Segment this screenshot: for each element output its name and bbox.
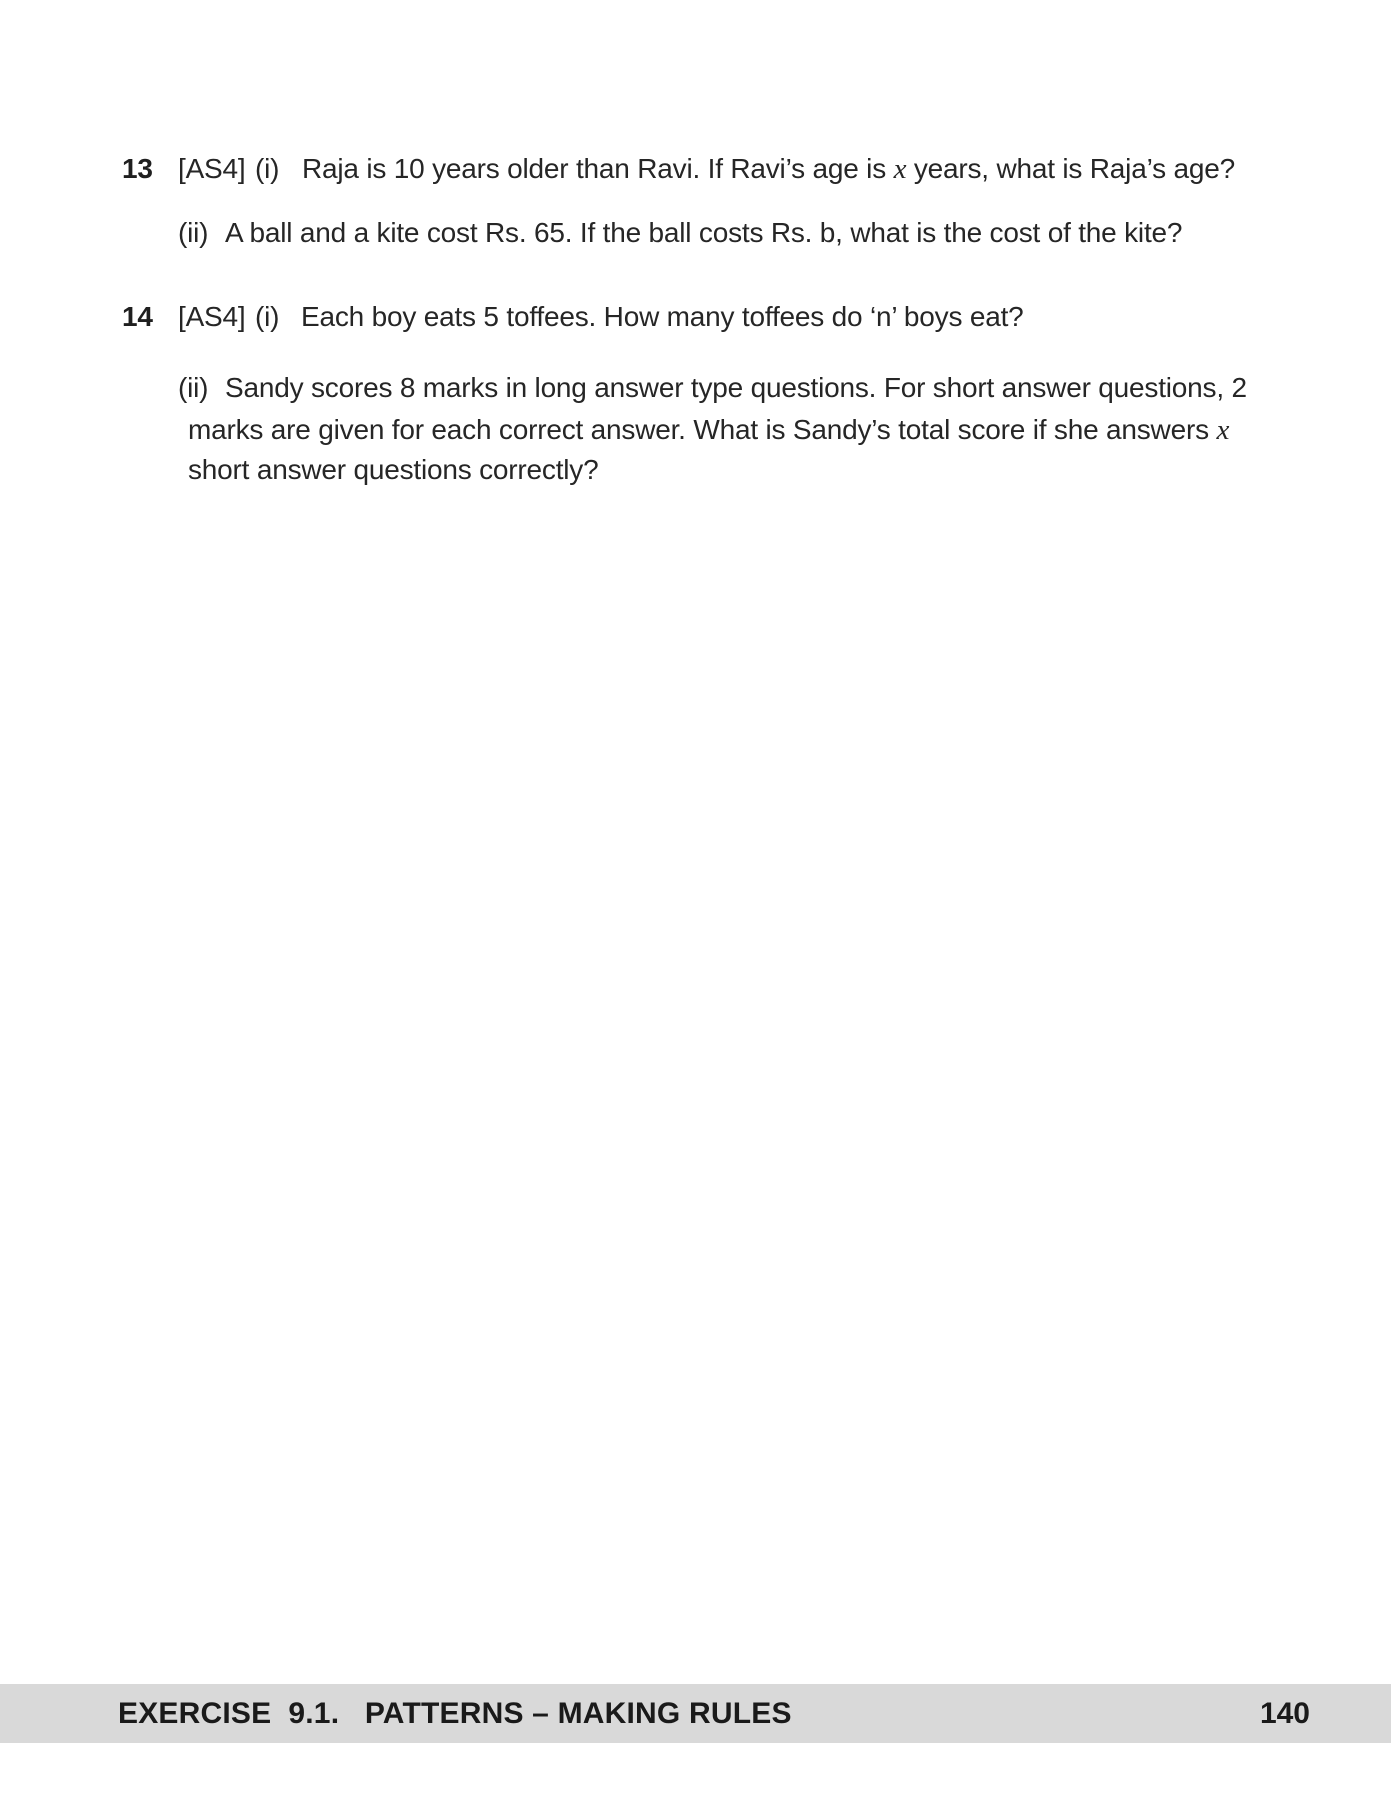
question-14-part-ii-line1 — [0, 371, 1391, 407]
question-14-part-i-text: Each boy eats 5 toffees. How many toffees do ‘n’ boys eat? — [301, 301, 1024, 332]
question-13-part-ii-text: A ball and a kite cost Rs. 65. If the ball costs Rs. b, what is the cost of the kite? — [225, 217, 1183, 248]
question-14-part-ii-label: (ii) — [178, 372, 209, 403]
question-13-part-i-text-post: years, what is Raja’s age? — [906, 153, 1235, 184]
question-14-part-ii-text-line3: short answer questions correctly? — [188, 454, 599, 485]
footer-page-number: 140 — [1259, 1696, 1310, 1730]
question-14-as-tag: [AS4] — [178, 301, 246, 332]
question-13-part-ii-label: (ii) — [178, 217, 209, 248]
footer-exercise-title: EXERCISE 9.1. PATTERNS – MAKING RULES — [118, 1696, 792, 1730]
question-13-number: 13 — [122, 153, 153, 184]
question-14-number: 14 — [122, 301, 153, 332]
question-14-part-ii-text-line1: Sandy scores 8 marks in long answer type questions. For short answer questions, 2 — [225, 372, 1247, 403]
question-13-part-i-text-pre: Raja is 10 years older than Ravi. If Ravi’s age is — [302, 153, 894, 184]
question-14-part-i-line — [0, 300, 1391, 336]
footer-bar — [0, 1684, 1391, 1743]
question-14-part-ii-line2 — [0, 413, 1391, 449]
question-14-part-ii-text-line2 — [188, 413, 1229, 447]
math-variable-x: x — [1216, 414, 1230, 446]
question-13-part-ii-line — [0, 216, 1391, 252]
question-14-part-i-label: (i) — [255, 301, 280, 332]
question-14-part-ii-line3 — [0, 453, 1391, 489]
question-13-part-i-label: (i) — [255, 153, 280, 184]
question-14-part-ii-text-line2-pre: marks are given for each correct answer. What is Sandy’s total score if she answers — [188, 414, 1217, 445]
question-13-part-i-text — [302, 152, 1235, 186]
question-13-part-i-line — [0, 152, 1391, 188]
math-variable-x: x — [893, 153, 907, 185]
question-13-as-tag: [AS4] — [178, 153, 246, 184]
